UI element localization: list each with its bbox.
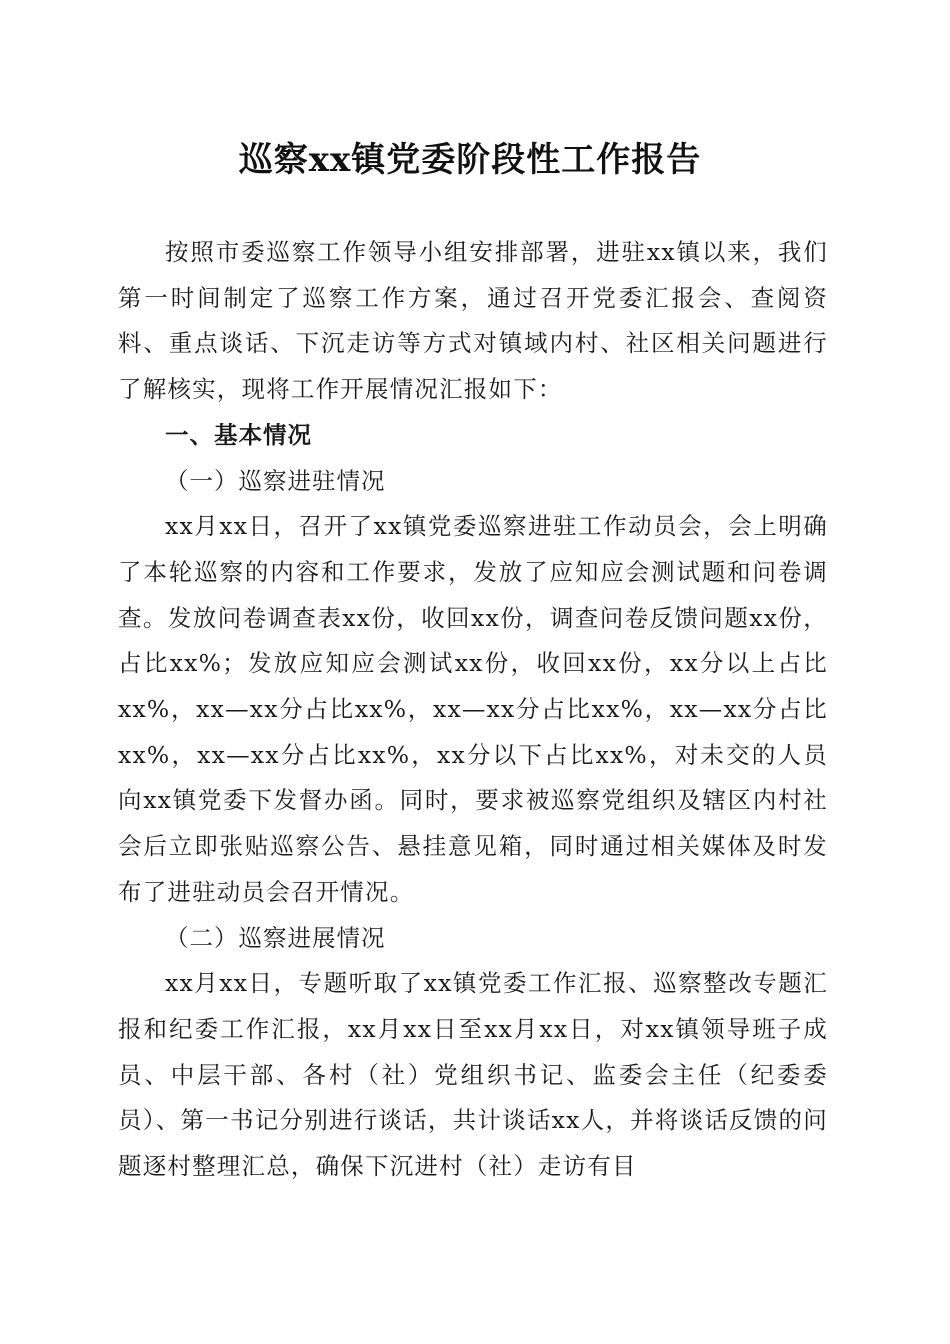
inspection-entry-paragraph: xx月xx日，召开了xx镇党委巡察进驻工作动员会，会上明确了本轮巡察的内容和工作要求，发放了应知应会测试题和问卷调查。发放问卷调查表xx份，收回xx份，调查问卷反馈问题xx份，占比xx%；发放应知应会测试xx份，收回xx份，xx分以上占比xx%，xx—xx分占比xx%，xx—xx分占比xx%，xx—xx分占比xx%，xx—xx分占比xx%，xx分以下占比xx%，对未交的人员向xx镇党委下发督办函。同时，要求被巡察党组织及辖区内村社会后立即张贴巡察公告、悬挂意见箱，同时通过相关媒体及时发布了进驻动员会召开情况。 xyxy=(118,512,828,906)
subsection-heading-inspection-entry: （一）巡察进驻情况 xyxy=(165,466,386,495)
section-heading-basic-situation: 一、基本情况 xyxy=(165,420,312,449)
intro-paragraph: 按照市委巡察工作领导小组安排部署，进驻xx镇以来，我们第一时间制定了巡察工作方案，通过召开党委汇报会、查阅资料、重点谈话、下沉走访等方式对镇域内村、社区相关问题进行了解核实，现将工作开展情况汇报如下： xyxy=(118,238,828,404)
subsection-heading-inspection-progress: （二）巡察进展情况 xyxy=(165,923,386,952)
document-body xyxy=(118,230,828,1190)
document-title: 巡察xx镇党委阶段性工作报告 xyxy=(238,140,702,180)
inspection-progress-paragraph: xx月xx日，专题听取了xx镇党委工作汇报、巡察整改专题汇报和纪委工作汇报，xx月xx日至xx月xx日，对xx镇领导班子成员、中层干部、各村（社）党组织书记、监委会主任（纪委委员）、第一书记分别进行谈话，共计谈话xx人，并将谈话反馈的问题逐村整理汇总，确保下沉进村（社）走访有目 xyxy=(118,969,828,1181)
